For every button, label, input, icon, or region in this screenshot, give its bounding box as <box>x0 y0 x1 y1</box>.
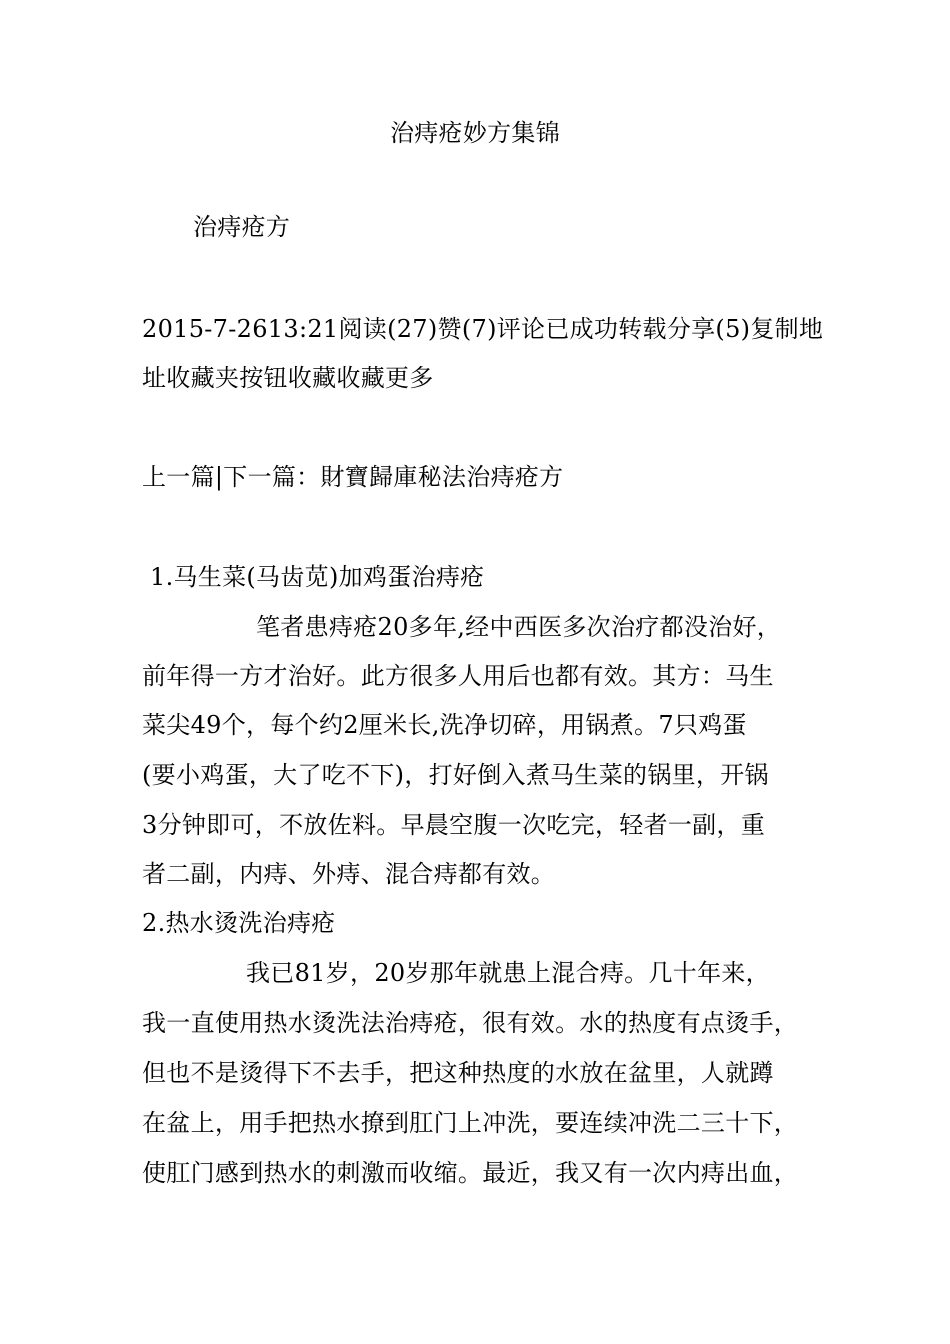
meta-line: 2015-7-2613:21阅读(27)赞(7)评论已成功转载分享(5)复制地 <box>142 315 824 343</box>
document-title: 治痔疮妙方集锦 <box>389 119 561 147</box>
section2-heading: 2.热水烫洗治痔疮 <box>142 909 336 937</box>
section1-line: 笔者患痔疮20多年,经中西医多次治疗都没治好， <box>256 613 782 641</box>
section2-line: 我已81岁，20岁那年就患上混合痔。几十年来， <box>246 959 770 987</box>
section2-line: 我一直使用热水烫洗法治痔疮，很有效。水的热度有点烫手， <box>142 1009 799 1037</box>
section2-line: 但也不是烫得下不去手，把这种热度的水放在盆里，人就蹲 <box>142 1059 774 1087</box>
section2-line: 使肛门感到热水的刺激而收缩。最近，我又有一次内痔出血， <box>142 1159 799 1187</box>
section1-line: 3分钟即可，不放佐料。早晨空腹一次吃完，轻者一副，重 <box>142 811 766 839</box>
section2-line: 在盆上，用手把热水撩到肛门上冲洗，要连续冲洗二三十下， <box>142 1109 799 1137</box>
section1-line: 者二副，内痔、外痔、混合痔都有效。 <box>142 860 556 888</box>
document-subtitle: 治痔疮方 <box>193 213 291 241</box>
section1-line: 菜尖49个，每个约2厘米长,洗净切碎，用锅煮。7只鸡蛋 <box>142 711 747 739</box>
section1-heading: 1.马生菜(马齿苋)加鸡蛋治痔疮 <box>150 563 485 591</box>
meta-line: 址收藏夹按钮收藏收藏更多 <box>142 364 434 392</box>
section1-line: (要小鸡蛋，大了吃不下)，打好倒入煮马生菜的锅里，开锅 <box>142 761 769 789</box>
prev-next-nav[interactable]: 上一篇|下一篇：財寶歸庫秘法治痔疮方 <box>142 463 564 491</box>
section1-line: 前年得一方才治好。此方很多人用后也都有效。其方：马生 <box>142 662 774 690</box>
